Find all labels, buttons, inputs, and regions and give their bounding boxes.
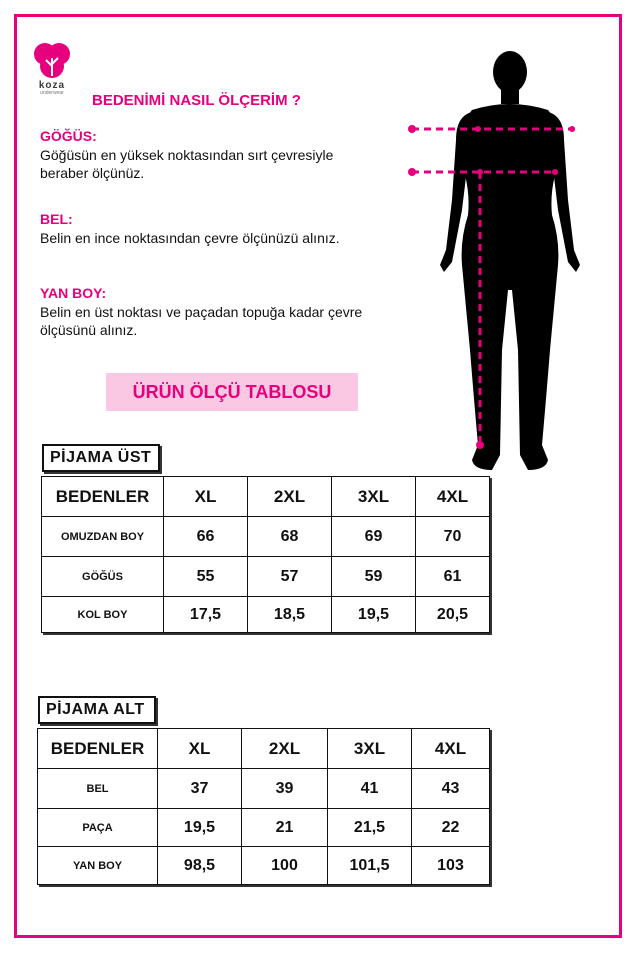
table-cell: 20,5	[416, 597, 490, 633]
header-cell: 4XL	[416, 477, 490, 517]
brand-tagline: underwear	[40, 90, 64, 96]
table-cell: 21	[242, 809, 328, 847]
table-cell: 19,5	[158, 809, 242, 847]
table-row	[38, 847, 490, 885]
table-cell: 100	[242, 847, 328, 885]
table-cell: 39	[242, 769, 328, 809]
header-cell: 3XL	[328, 729, 412, 769]
header-cell: XL	[164, 477, 248, 517]
row-label: PAÇA	[38, 809, 158, 847]
header-cell: 3XL	[332, 477, 416, 517]
header-cell: 4XL	[412, 729, 490, 769]
section-title-gogus: GÖĞÜS:	[40, 128, 97, 144]
table-row	[42, 557, 490, 597]
table-cell: 21,5	[328, 809, 412, 847]
table-cell: 66	[164, 517, 248, 557]
section-title-yan-boy: YAN BOY:	[40, 285, 107, 301]
table-label-pijama-ust: PİJAMA ÜST	[42, 444, 160, 472]
header-cell: 2XL	[242, 729, 328, 769]
table-cell: 37	[158, 769, 242, 809]
body-silhouette-icon	[400, 50, 615, 480]
table-cell: 61	[416, 557, 490, 597]
size-table-top	[41, 476, 490, 633]
row-label: YAN BOY	[38, 847, 158, 885]
table-cell: 101,5	[328, 847, 412, 885]
table-row	[38, 769, 490, 809]
table-cell: 17,5	[164, 597, 248, 633]
row-label: GÖĞÜS	[42, 557, 164, 597]
section-title-bel: BEL:	[40, 211, 73, 227]
header-cell: 2XL	[248, 477, 332, 517]
section-text-gogus: Göğüsün en yüksek noktasından sırt çevresiyle beraber ölçünüz.	[40, 147, 334, 181]
table-label-pijama-alt: PİJAMA ALT	[38, 696, 156, 724]
table-cell: 68	[248, 517, 332, 557]
table-cell: 43	[412, 769, 490, 809]
row-label: BEL	[38, 769, 158, 809]
table-cell: 103	[412, 847, 490, 885]
header-cell: XL	[158, 729, 242, 769]
table-cell: 22	[412, 809, 490, 847]
table-cell: 69	[332, 517, 416, 557]
koza-logo-icon	[30, 40, 74, 80]
page-title: BEDENİMİ NASIL ÖLÇERİM ?	[92, 92, 301, 109]
table-cell: 70	[416, 517, 490, 557]
row-label: OMUZDAN BOY	[42, 517, 164, 557]
table-cell: 98,5	[158, 847, 242, 885]
table-cell: 59	[332, 557, 416, 597]
section-text-bel: Belin en ince noktasından çevre ölçünüzü alınız.	[40, 230, 340, 246]
brand-name: koza	[38, 80, 66, 91]
section-text-yan-boy: Belin en üst noktası ve paçadan topuğa kadar çevre ölçüsünü alınız.	[40, 304, 363, 338]
table-cell: 41	[328, 769, 412, 809]
table-row	[38, 809, 490, 847]
table-row	[42, 517, 490, 557]
table-cell: 57	[248, 557, 332, 597]
table-header-row	[42, 477, 490, 517]
size-table-banner: ÜRÜN ÖLÇÜ TABLOSU	[106, 373, 358, 411]
table-header-row	[38, 729, 490, 769]
table-cell: 18,5	[248, 597, 332, 633]
table-cell: 55	[164, 557, 248, 597]
table-cell: 19,5	[332, 597, 416, 633]
header-cell: BEDENLER	[38, 729, 158, 769]
size-table-bottom	[37, 728, 490, 885]
header-cell: BEDENLER	[42, 477, 164, 517]
row-label: KOL BOY	[42, 597, 164, 633]
table-row	[42, 597, 490, 633]
